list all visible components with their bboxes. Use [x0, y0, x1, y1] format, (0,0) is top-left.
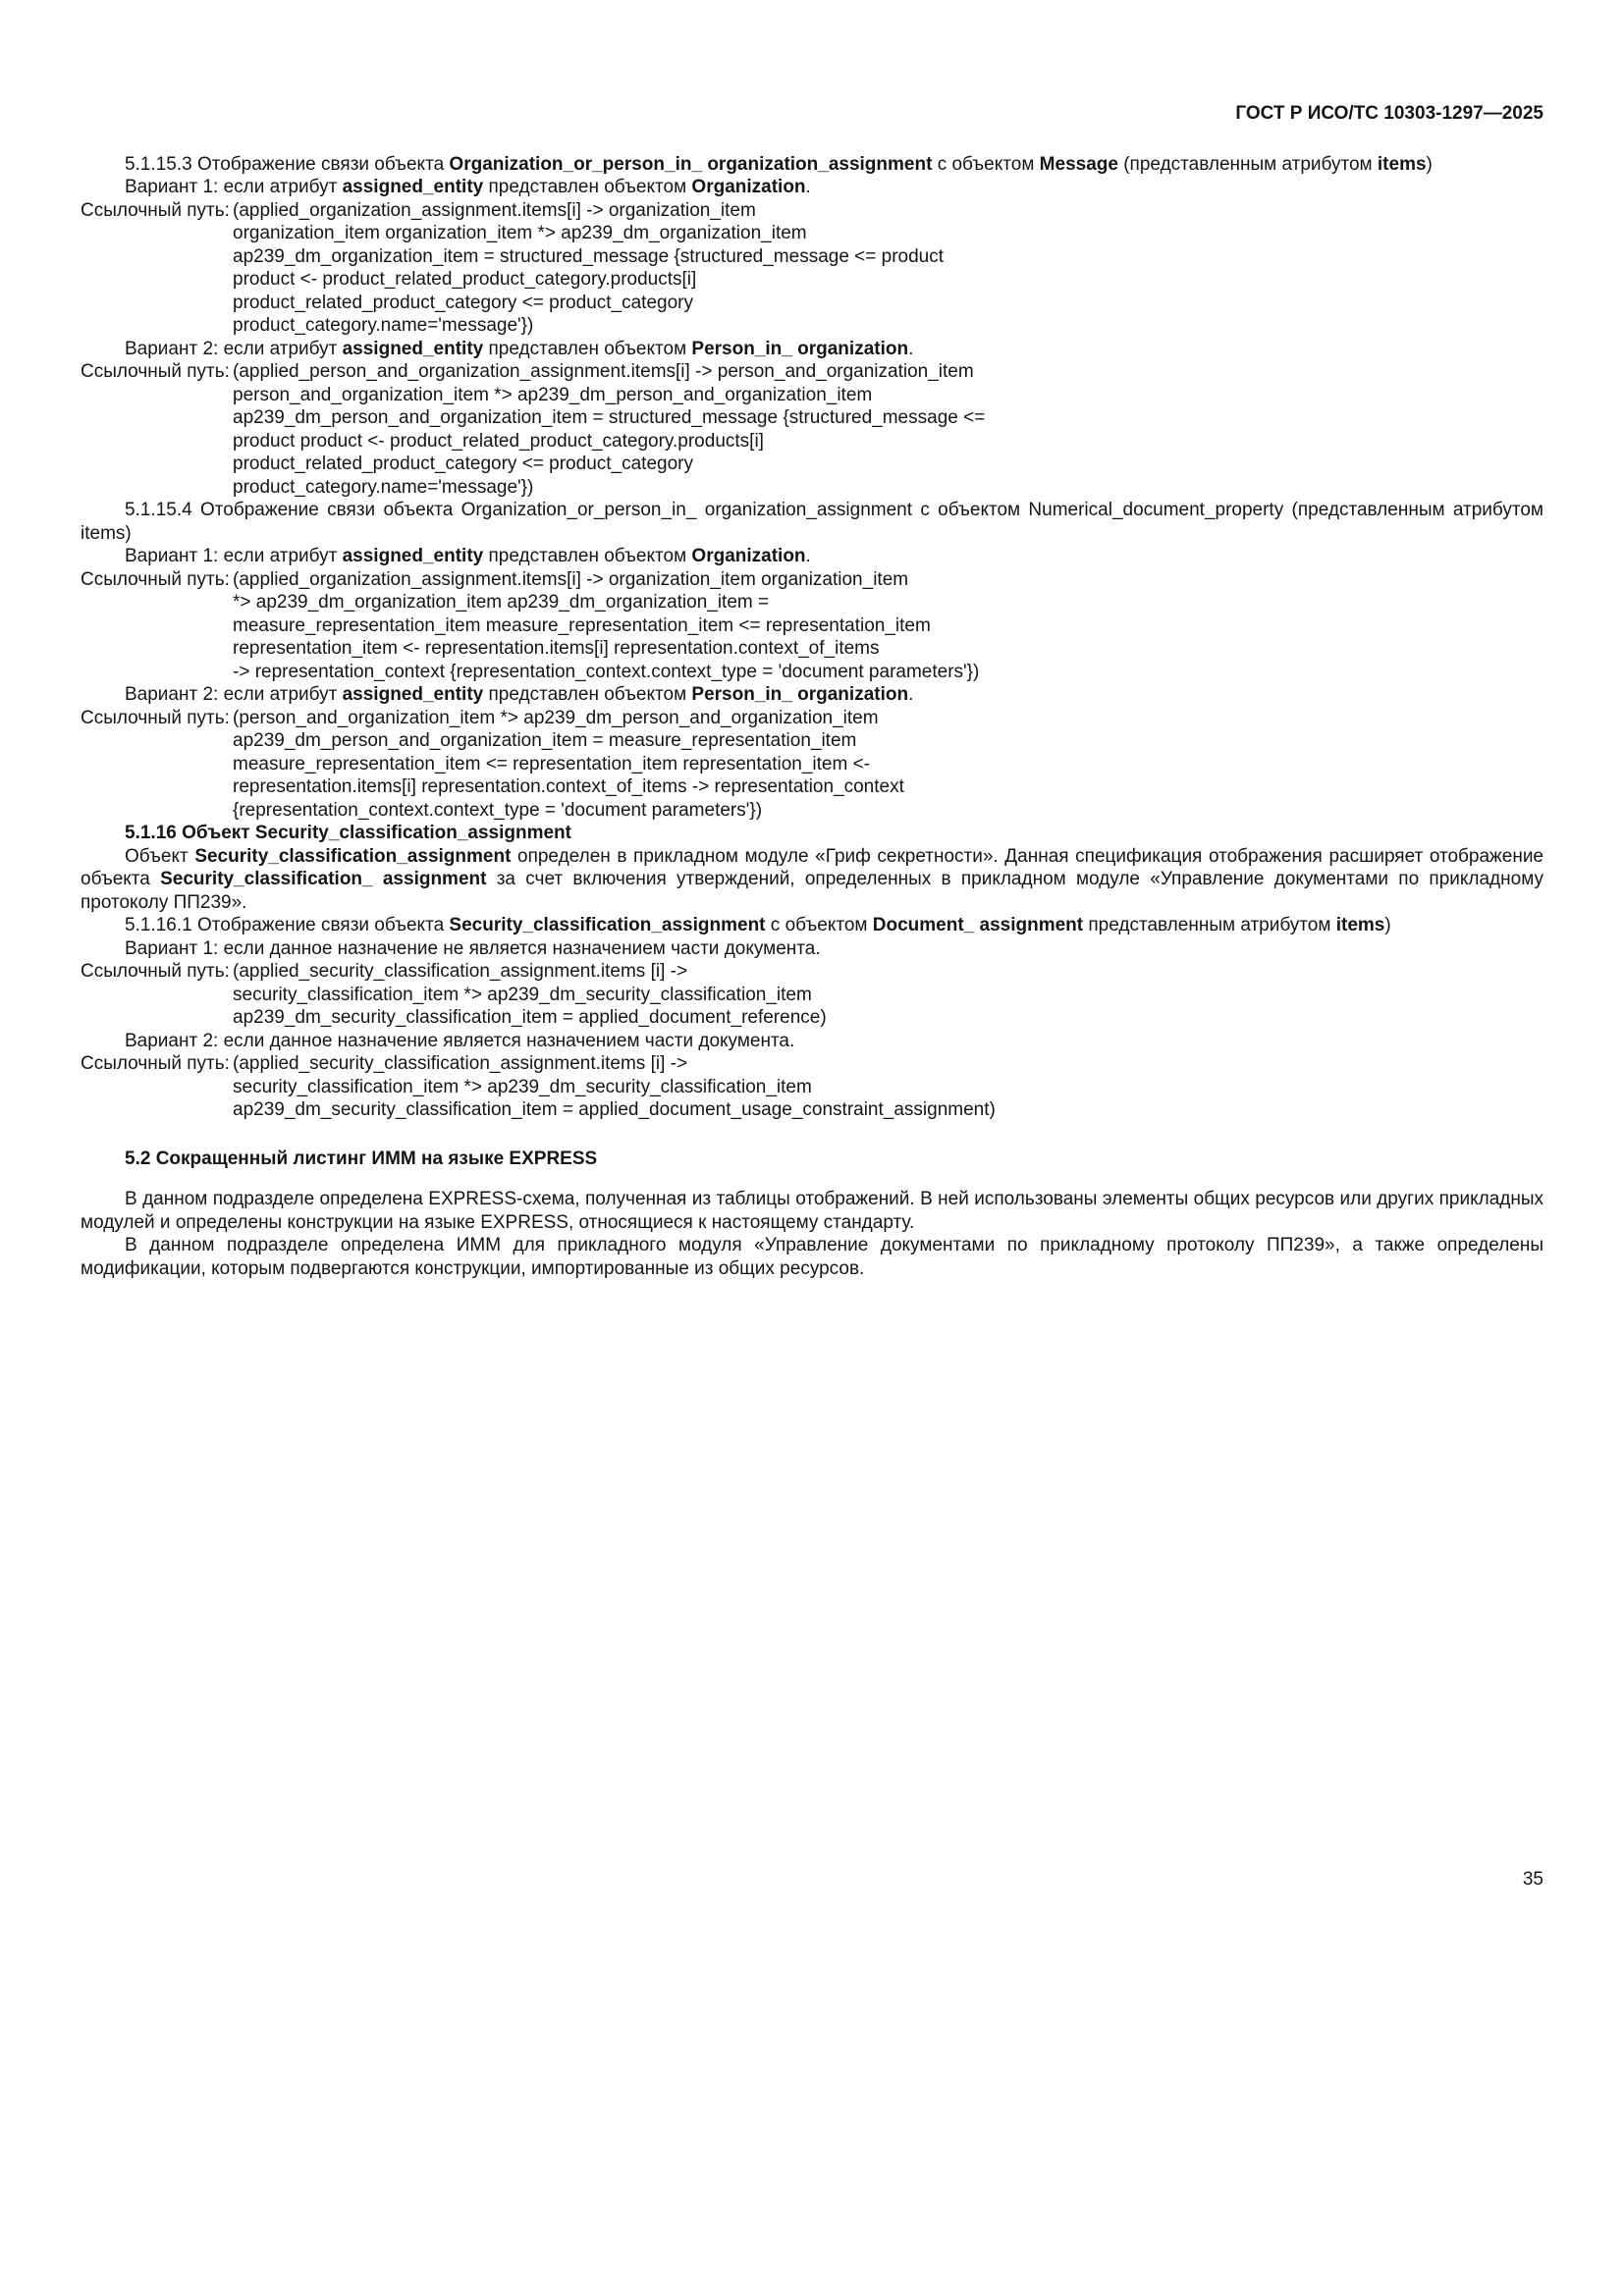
reference-path-line: security_classification_item *> ap239_dm_security_classification_item — [233, 984, 812, 1005]
text-segment: 5.1.16.1 Отображение связи объекта — [125, 915, 450, 935]
reference-path-line: *> ap239_dm_organization_item ap239_dm_organization_item = — [233, 592, 770, 613]
reference-path-line: product <- product_related_product_category.products[i] — [233, 269, 697, 290]
reference-path-label: Ссылочный путь: — [81, 961, 230, 982]
reference-path-line: representation.items[i] representation.context_of_items -> representation_context — [233, 776, 904, 797]
text-segment: Вариант 2: если данное назначение является назначением части документа. — [125, 1030, 795, 1051]
section-heading — [81, 1148, 1543, 1171]
reference-path-line: representation_item <- representation.items[i] representation.context_of_items — [233, 638, 880, 659]
reference-path-line: -> representation_context {representation_context.context_type = 'document parameters'}) — [233, 661, 980, 682]
text-segment: Вариант 2: если атрибут — [125, 338, 343, 359]
reference-path-line: ap239_dm_person_and_organization_item = structured_message {structured_message <= — [233, 407, 986, 428]
reference-path-block — [81, 960, 1543, 1030]
reference-path-line: product_related_product_category <= product_category — [233, 454, 693, 474]
paragraph — [81, 683, 1543, 707]
bold-text-segment: Organization — [691, 177, 806, 197]
reference-path-line: (applied_security_classification_assignment.items [i] -> — [233, 1053, 688, 1074]
reference-path-line: product_related_product_category <= product_category — [233, 292, 693, 313]
reference-path-lines — [233, 360, 1543, 499]
bold-text-segment: Security_classification_assignment — [194, 845, 512, 867]
paragraph — [81, 499, 1543, 545]
reference-path-line: product_category.name='message'}) — [233, 315, 534, 336]
reference-path-lines — [233, 199, 1543, 338]
reference-path-label: Ссылочный путь: — [81, 1053, 230, 1074]
bold-text-segment: assigned_entity — [342, 177, 484, 197]
paragraph — [81, 153, 1543, 177]
text-segment: с объектом — [765, 915, 873, 935]
text-segment: ) — [1426, 153, 1433, 175]
reference-path-block — [81, 360, 1543, 499]
text-segment: за счет включения утверждений, определенных в прикладном модуле «Управление документами по прикладному протоколу ПП239». — [81, 869, 1543, 913]
paragraph — [81, 914, 1543, 937]
bold-text-segment: items — [1335, 915, 1385, 935]
paragraph — [81, 176, 1543, 199]
reference-path-lines — [233, 960, 1543, 1030]
page-number: 35 — [1522, 1869, 1543, 1890]
document-content — [81, 153, 1543, 1281]
paragraph — [81, 845, 1543, 915]
document-header: ГОСТ Р ИСО/ТС 10303-1297—2025 — [1235, 103, 1543, 124]
reference-path-line: product_category.name='message'}) — [233, 476, 534, 498]
reference-path-line: person_and_organization_item *> ap239_dm_person_and_organization_item — [233, 384, 873, 405]
reference-path-lines — [233, 568, 1543, 684]
text-segment: представлен объектом — [483, 338, 692, 359]
reference-path-block — [81, 199, 1543, 338]
text-segment: представлен объектом — [483, 177, 692, 197]
text-segment: Вариант 1: если атрибут — [125, 177, 343, 197]
reference-path-block — [81, 568, 1543, 684]
paragraph — [81, 545, 1543, 568]
text-segment: 5.1.15.3 Отображение связи объекта — [125, 153, 450, 175]
bold-text-segment: assigned_entity — [342, 684, 484, 705]
bold-text-segment: Person_in_ organization — [691, 338, 909, 359]
reference-path-line: (person_and_organization_item *> ap239_dm_person_and_organization_item — [233, 707, 879, 728]
reference-path-line: organization_item organization_item *> ap239_dm_organization_item — [233, 223, 807, 243]
bold-text-segment: Document_ assignment — [872, 915, 1084, 935]
text-segment: Вариант 1: если данное назначение не является назначением части документа. — [125, 937, 821, 959]
reference-path-label: Ссылочный путь: — [81, 568, 230, 590]
reference-path-label: Ссылочный путь: — [81, 361, 230, 382]
reference-path-line: measure_representation_item measure_representation_item <= representation_item — [233, 614, 931, 636]
text-segment: Объект — [125, 845, 195, 867]
paragraph — [81, 338, 1543, 361]
reference-path-line: ap239_dm_security_classification_item = applied_document_reference) — [233, 1007, 827, 1028]
bold-text-segment: Security_classification_assignment — [449, 915, 766, 935]
reference-path-line: ap239_dm_person_and_organization_item = measure_representation_item — [233, 730, 857, 751]
bold-text-segment: 5.1.16 Объект Security_classification_assignment — [125, 823, 571, 843]
text-segment: Вариант 1: если атрибут — [125, 546, 343, 566]
text-segment: . — [908, 684, 914, 705]
section-heading — [81, 822, 1543, 845]
text-segment: В данном подразделе определена EXPRESS-схема, полученная из таблицы отображений. В ней использованы элементы общих ресурсов или других прикладных модулей и определены конструкции на языке EXPRESS, относящиеся к настоящему стандарту. — [81, 1189, 1543, 1233]
reference-path-label: Ссылочный путь: — [81, 707, 230, 728]
paragraph — [81, 937, 1543, 961]
text-segment: ) — [1384, 915, 1391, 935]
paragraph — [81, 1030, 1543, 1053]
paragraph — [81, 1234, 1543, 1280]
bold-text-segment: items — [1377, 153, 1427, 175]
bold-text-segment: Person_in_ organization — [691, 684, 909, 705]
reference-path-line: product product <- product_related_product_category.products[i] — [233, 430, 764, 452]
text-segment: . — [908, 338, 914, 359]
reference-path-line: (applied_person_and_organization_assignment.items[i] -> person_and_organization_item — [233, 361, 974, 382]
reference-path-line: (applied_organization_assignment.items[i] -> organization_item organization_item — [233, 568, 909, 590]
reference-path-line: security_classification_item *> ap239_dm_security_classification_item — [233, 1076, 812, 1097]
reference-path-lines — [233, 707, 1543, 823]
bold-text-segment: Message — [1039, 153, 1118, 175]
text-segment: . — [805, 177, 811, 197]
text-segment: представленным атрибутом — [1083, 915, 1336, 935]
text-segment: представлен объектом — [483, 684, 692, 705]
text-segment: с объектом — [932, 153, 1040, 175]
bold-text-segment: assigned_entity — [342, 546, 484, 566]
reference-path-block — [81, 707, 1543, 823]
reference-path-line: ap239_dm_organization_item = structured_message {structured_message <= product — [233, 245, 945, 267]
reference-path-line: {representation_context.context_type = 'document parameters'}) — [233, 799, 763, 821]
reference-path-line: measure_representation_item <= representation_item representation_item <- — [233, 753, 871, 774]
bold-text-segment: 5.2 Сокращенный листинг ИММ на языке EXPRESS — [125, 1148, 598, 1169]
reference-path-lines — [233, 1052, 1543, 1122]
text-segment: Вариант 2: если атрибут — [125, 684, 343, 705]
paragraph — [81, 1188, 1543, 1234]
bold-text-segment: Organization_or_person_in_ organization_assignment — [449, 153, 933, 175]
text-segment: 5.1.15.4 Отображение связи объекта Organization_or_person_in_ organization_assignment с объектом Numerical_document_property (представленным атрибутом items) — [81, 500, 1543, 544]
text-segment: В данном подразделе определена ИММ для прикладного модуля «Управление документами по прикладному протоколу ПП239», а также определены модификации, которым подвергаются конструкции, импортированные из общих ресурсов. — [81, 1235, 1543, 1279]
reference-path-line: (applied_organization_assignment.items[i] -> organization_item — [233, 199, 756, 221]
bold-text-segment: Organization — [691, 546, 806, 566]
reference-path-label: Ссылочный путь: — [81, 199, 230, 221]
text-segment: (представленным атрибутом — [1117, 153, 1378, 175]
text-segment: определен в прикладном модуле «Гриф секретности». Данная спецификация отображения расширяет отображение объекта — [81, 845, 1543, 889]
reference-path-block — [81, 1052, 1543, 1122]
reference-path-line: (applied_security_classification_assignment.items [i] -> — [233, 961, 688, 982]
text-segment: . — [805, 546, 811, 566]
reference-path-line: ap239_dm_security_classification_item = applied_document_usage_constraint_assignment) — [233, 1099, 996, 1120]
text-segment: представлен объектом — [483, 546, 692, 566]
bold-text-segment: assigned_entity — [342, 338, 484, 359]
bold-text-segment: Security_classification_ assignment — [160, 869, 487, 889]
